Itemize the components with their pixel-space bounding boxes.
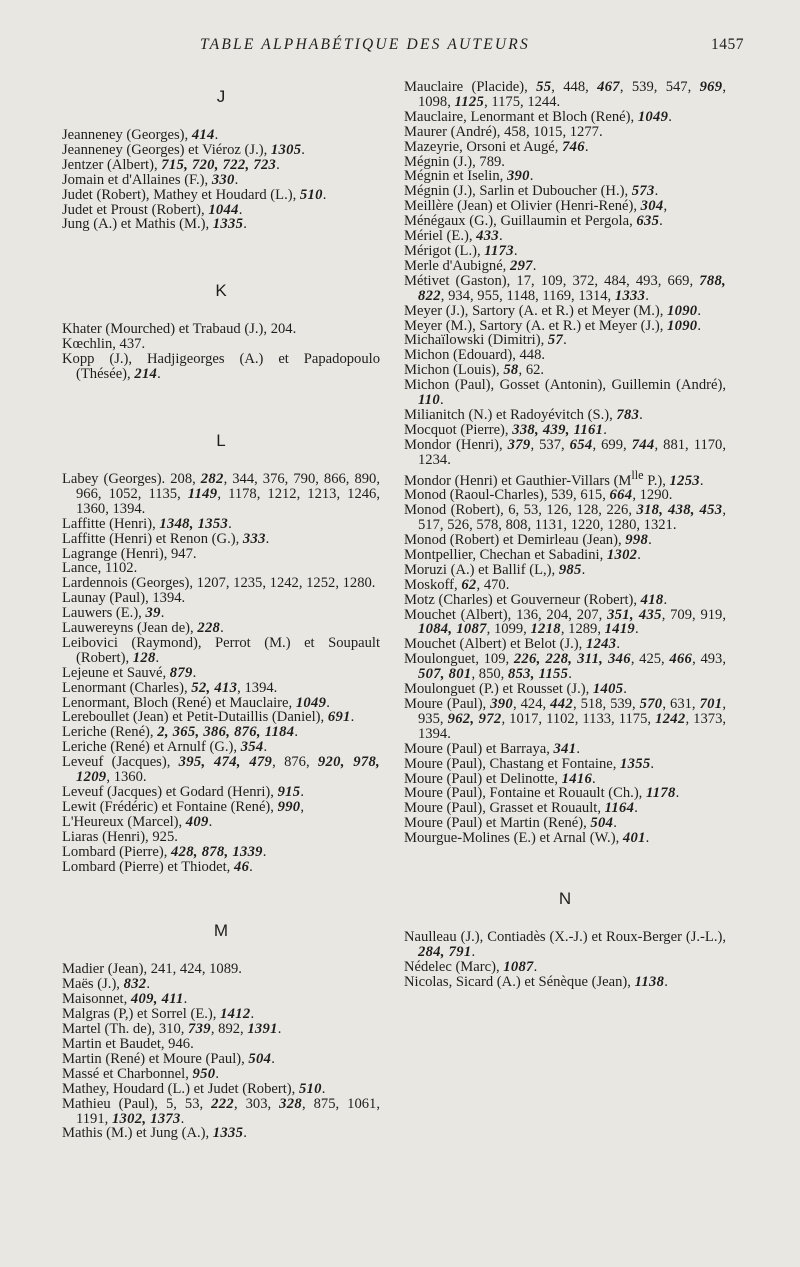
index-entry: Maës (J.), 832. [62,976,151,993]
index-entry: Mérigot (L.), 1173. [404,242,518,259]
left-column [62,80,380,1141]
index-entry: Lewit (Frédéric) et Fontaine (René), 990, [62,798,305,815]
index-entry: Lenormant (Charles), 52, 413, 1394. [62,679,278,696]
index-entry: Moskoff, 62, 470. [404,576,510,593]
section-m-entries-right [404,80,726,846]
section-k-entries [62,322,380,382]
index-entry: Monod (Raoul-Charles), 539, 615, 664, 1290. [404,487,673,504]
index-entry: Leriche (René), 2, 365, 386, 876, 1184. [62,724,299,741]
index-entry: Lance, 1102. [62,560,138,577]
index-entry: Milianitch (N.) et Radoyévitch (S.), 783. [404,406,643,423]
index-entry: Moure (Paul), Chastang et Fontaine, 1355. [404,755,655,772]
section-letter-k: K [215,281,227,301]
index-entry: Michon (Edouard), 448. [404,347,546,364]
index-entry: Leveuf (Jacques), 395, 474, 479, 876, 920, 978, 1209, 1360. [62,754,380,786]
page-number: 1457 [711,36,744,53]
index-entry: Maisonnet, 409, 411. [62,991,188,1008]
index-entry: L'Heureux (Marcel), 409. [62,813,213,830]
index-entry: Moure (Paul) et Barraya, 341. [404,740,580,757]
index-entry: Jeanneney (Georges) et Viéroz (J.), 1305. [62,141,305,158]
index-entry: Mégnin (J.), Sarlin et Duboucher (H.), 573. [404,183,659,200]
index-entry: Monod (Robert), 6, 53, 126, 128, 226, 318, 438, 453, 517, 526, 578, 808, 1131, 1220, 1280, 1321. [404,502,726,534]
index-entry: Mégnin (J.), 789. [404,153,505,170]
index-entry: Mégnin et Iselin, 390. [404,168,534,185]
index-entry: Massé et Charbonnel, 950. [62,1065,219,1082]
section-letter-l: L [216,430,226,450]
index-entry: Métivet (Gaston), 17, 109, 372, 484, 493, 669, 788, 822, 934, 955, 1148, 1169, 1314, 1333. [404,272,726,304]
index-entry: Mourgue-Molines (E.) et Arnal (W.), 401. [404,830,650,847]
index-entry: Jeanneney (Georges), 414. [62,127,219,143]
index-entry: Leriche (René) et Arnulf (G.), 354. [62,739,268,756]
section-n-entries [404,930,726,990]
index-entry: Leveuf (Jacques) et Godard (Henri), 915. [62,784,305,800]
index-entry: Mathis (M.) et Jung (A.), 1335. [62,1125,247,1142]
index-entry: Moure (Paul), Fontaine et Rouault (Ch.), 1178. [404,785,680,802]
index-entry: Nicolas, Sicard (A.) et Sénèque (Jean), 1138. [404,973,668,990]
index-entry: Ménégaux (G.), Guillaumin et Pergola, 635. [404,213,663,230]
index-entry: Meyer (M.), Sartory (A. et R.) et Meyer (J.), 1090. [404,317,702,334]
section-l-entries [62,472,380,874]
index-entry: Lardennois (Georges), 1207, 1235, 1242, 1252, 1280. [62,575,376,592]
index-entry: Jomain et d'Allaines (F.), 330. [62,171,239,188]
index-entry: Mazeyrie, Orsoni et Augé, 746. [404,138,589,155]
index-entry: Moulonguet (P.) et Rousset (J.), 1405. [404,681,627,698]
index-entry: Moure (Paul) et Delinotte, 1416. [404,770,596,787]
index-entry: Laffitte (Henri), 1348, 1353. [62,515,232,532]
index-entry: Kopp (J.), Hadjigeorges (A.) et Papadopoulo (Thésée), 214. [62,351,380,383]
index-entry: Martin (René) et Moure (Paul), 504. [62,1050,275,1067]
page-title: TABLE ALPHABÉTIQUE DES AUTEURS [200,36,530,53]
index-entry: Monod (Robert) et Demirleau (Jean), 998. [404,532,652,549]
index-entry: Judet et Proust (Robert), 1044. [62,201,243,218]
index-entry: Mondor (Henri), 379, 537, 654, 699, 744, 881, 1170, 1234. [404,436,726,468]
index-entry: Lombard (Pierre), 428, 878, 1339. [62,843,267,860]
index-entry: Lauwers (E.), 39. [62,605,165,622]
index-entry: Mathey, Houdard (L.) et Judet (Robert), 510. [62,1080,326,1097]
index-entry: Lejeune et Sauvé, 879. [62,664,197,681]
index-entry: Mondor (Henri) et Gauthier-Villars ($M^{lle}$ P.), 1253. [404,467,704,489]
index-entry: Malgras (P,) et Sorrel (E.), 1412. [62,1006,255,1023]
index-entry: Nédelec (Marc), 1087. [404,958,538,975]
index-entry: Motz (Charles) et Gouverneur (Robert), 418. [404,591,668,608]
index-entry: Martin et Baudet, 946. [62,1035,194,1052]
index-entry: Meillère (Jean) et Olivier (Henri-René), 304, [404,198,668,215]
index-entry: Mocquot (Pierre), 338, 439, 1161. [404,421,607,438]
section-j-entries [62,128,380,232]
index-entry: Jung (A.) et Mathis (M.), 1335. [62,216,247,233]
index-entry: Martel (Th. de), 310, 739, 892, 1391. [62,1021,282,1038]
index-entry: Laffitte (Henri) et Renon (G.), 333. [62,530,270,547]
section-letter-j: J [216,87,226,106]
running-header [60,36,744,58]
index-entry: Moure (Paul), Grasset et Rouault, 1164. [404,800,638,817]
index-entry: Kœchlin, 437. [62,336,146,353]
index-entry: Lereboullet (Jean) et Petit-Dutaillis (Daniel), 691. [62,709,355,726]
index-entry: Moure (Paul) et Martin (René), 504. [404,815,617,832]
index-entry: Liaras (Henri), 925. [62,828,178,845]
index-entry: Mauclaire, Lenormant et Bloch (René), 1049. [404,108,672,125]
index-entry: Jentzer (Albert), 715, 720, 722, 723. [62,156,280,173]
index-entry: Moulonguet, 109, 226, 228, 311, 346, 425, 466, 493, 507, 801, 850, 853, 1155. [404,651,726,683]
index-entry: Moure (Paul), 390, 424, 442, 518, 539, 570, 631, 701, 935, 962, 972, 1017, 1102, 1133, 1175, 1242, 1373, 1394. [404,696,727,742]
index-entry: Launay (Paul), 1394. [62,590,186,607]
index-entry: Meyer (J.), Sartory (A. et R.) et Meyer (M.), 1090. [404,302,702,319]
index-entry: Khater (Mourched) et Trabaud (J.), 204. [62,321,297,338]
index-entry: Lenormant, Bloch (René) et Mauclaire, 1049. [62,694,330,711]
index-entry: Mauclaire (Placide), 55, 448, 467, 539, 547, 969, 1098, 1125, 1175, 1244. [404,79,727,110]
section-letter-m: M [213,921,229,941]
index-entry: Michon (Louis), 58, 62. [404,362,545,379]
index-entry: Naulleau (J.), Contiadès (X.-J.) et Roux-Berger (J.-L.), 284, 791. [404,929,726,960]
index-entry: Lagrange (Henri), 947. [62,545,197,562]
index-entry: Merle d'Aubigné, 297. [404,257,537,274]
index-entry: Mouchet (Albert) et Belot (J.), 1243. [404,636,621,653]
index-entry: Madier (Jean), 241, 424, 1089. [62,961,242,978]
index-entry: Moruzi (A.) et Ballif (L,), 985. [404,561,586,578]
index-entry: Labey (Georges). 208, 282, 344, 376, 790, 866, 890, 966, 1052, 1135, 1149, 1178, 1212, 1213, 1246, 1360, 1394. [62,470,380,517]
index-entry: Mériel (E.), 433. [404,228,503,245]
index-entry: Montpellier, Chechan et Sabadini, 1302. [404,546,641,563]
index-entry: Mathieu (Paul), 5, 53, 222, 303, 328, 875, 1061, 1191, 1302, 1373. [62,1095,381,1127]
index-entry: Lauwereyns (Jean de), 228. [62,620,224,637]
section-m-entries-left [62,962,380,1141]
index-entry: Judet (Robert), Mathey et Houdard (L.), 510. [62,186,327,203]
section-letter-n: N [558,889,572,909]
right-column [404,80,726,990]
index-entry: Leibovici (Raymond), Perrot (M.) et Soupault (Robert), 128. [62,634,380,666]
index-entry: Michon (Paul), Gosset (Antonin), Guillemin (André), 110. [404,377,726,409]
index-entry: Mouchet (Albert), 136, 204, 207, 351, 435, 709, 919, 1084, 1087, 1099, 1218, 1289, 1419. [404,606,726,638]
index-entry: Lombard (Pierre) et Thiodet, 46. [62,858,253,875]
index-entry: Michaïlowski (Dimitri), 57. [404,332,567,349]
index-entry: Maurer (André), 458, 1015, 1277. [404,123,603,140]
